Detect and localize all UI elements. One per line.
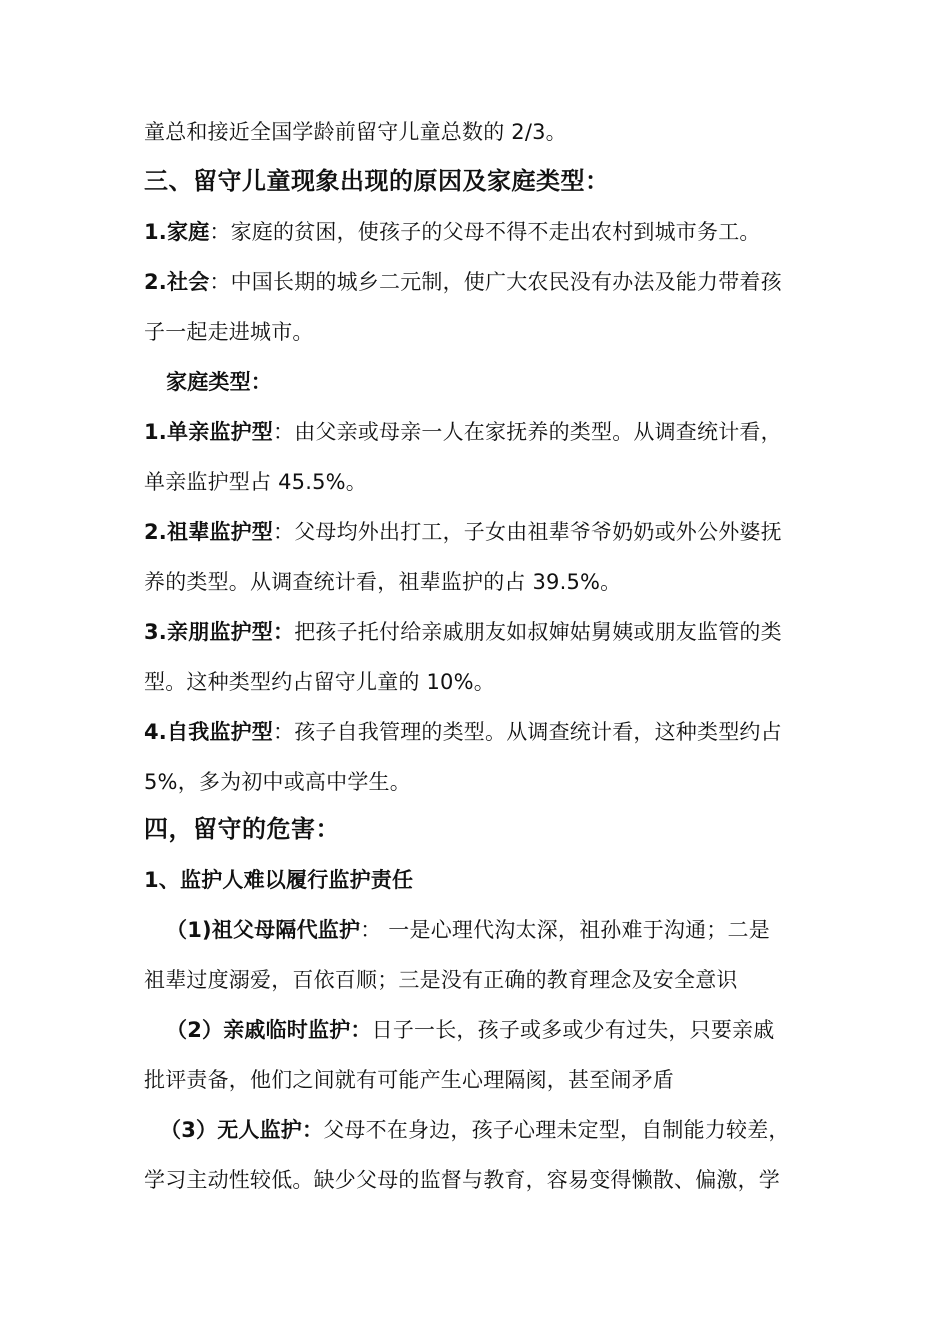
family-type-3-sep: ： — [273, 620, 295, 644]
family-type-1-line2: 单亲监护型占 45.5%。 — [144, 470, 367, 494]
harm-item-1-line2: 祖辈过度溺爱，百依百顺；三是没有正确的教育理念及安全意识 — [144, 968, 738, 992]
harm-item-1-sep: ： — [360, 918, 382, 942]
harm-item-1-term: （1)祖父母隔代监护 — [166, 918, 361, 942]
harm-item-2-text1: 日子一长，孩子或多或少有过失，只要亲戚 — [371, 1018, 775, 1042]
cause-society-text1: 中国长期的城乡二元制，使广大农民没有办法及能力带着孩 — [230, 270, 782, 294]
family-type-4-sep: ： — [273, 720, 295, 744]
section3-heading: 三、留守儿童现象出现的原因及家庭类型： — [144, 167, 610, 195]
section4-heading: 四，留守的危害： — [144, 815, 340, 843]
family-type-2-line1 — [144, 517, 824, 547]
family-type-3-line2: 型。这种类型约占留守儿童的 10%。 — [144, 670, 495, 694]
family-type-1-term: 1.单亲监护型 — [144, 420, 273, 444]
family-type-4-text1: 孩子自我管理的类型。从调查统计看，这种类型约占 — [294, 720, 782, 744]
cause-society-sep: ： — [209, 270, 231, 294]
cause-society-term: 2.社会 — [144, 270, 210, 294]
harm-item-3-term: （3）无人监护 — [160, 1118, 303, 1142]
family-type-2-line2: 养的类型。从调查统计看，祖辈监护的占 39.5%。 — [144, 570, 622, 594]
cause-society-line1 — [144, 267, 824, 297]
harm-item-1-line1 — [166, 915, 846, 945]
family-type-3-line1 — [144, 617, 824, 647]
family-types-label: 家庭类型： — [166, 370, 272, 394]
harm-item-3-sep: ： — [302, 1118, 324, 1142]
family-type-4-line1 — [144, 717, 824, 747]
harm-item-3-line2: 学习主动性较低。缺少父母的监督与教育，容易变得懒散、偏激，学 — [144, 1168, 780, 1192]
family-type-4-line2: 5%，多为初中或高中学生。 — [144, 770, 411, 794]
cause-society-line2: 子一起走进城市。 — [144, 320, 314, 344]
harm-item-3-text1: 父母不在身边，孩子心理未定型，自制能力较差， — [323, 1118, 790, 1142]
family-type-1-line1 — [144, 417, 824, 447]
cause-family-text: 家庭的贫困，使孩子的父母不得不走出农村到城市务工。 — [230, 220, 761, 244]
family-type-1-sep: ： — [273, 420, 295, 444]
family-type-3-term: 3.亲朋监护型 — [144, 620, 273, 644]
harm-item-2-sep: ： — [350, 1018, 372, 1042]
harm-item-2-line2: 批评责备，他们之间就有可能产生心理隔阂，甚至闹矛盾 — [144, 1068, 674, 1092]
cause-family — [144, 217, 824, 247]
intro-tail-line: 童总和接近全国学龄前留守儿童总数的 2/3。 — [144, 120, 567, 144]
cause-family-term: 1.家庭 — [144, 220, 210, 244]
family-type-2-text1: 父母均外出打工，子女由祖辈爷爷奶奶或外公外婆抚 — [294, 520, 782, 544]
family-type-2-sep: ： — [273, 520, 295, 544]
section4-sub1: 1、监护人难以履行监护责任 — [144, 868, 414, 892]
family-type-1-text1: 由父亲或母亲一人在家抚养的类型。从调查统计看， — [294, 420, 782, 444]
harm-item-2-line1 — [166, 1015, 846, 1045]
cause-family-sep: ： — [209, 220, 231, 244]
harm-item-3-line1 — [160, 1115, 840, 1145]
family-type-4-term: 4.自我监护型 — [144, 720, 273, 744]
family-type-2-term: 2.祖辈监护型 — [144, 520, 273, 544]
family-type-3-text1: 把孩子托付给亲戚朋友如叔婶姑舅姨或朋友监管的类 — [294, 620, 782, 644]
harm-item-2-term: （2）亲戚临时监护 — [166, 1018, 351, 1042]
harm-item-1-text1: 一是心理代沟太深，祖孙难于沟通；二是 — [381, 918, 770, 942]
